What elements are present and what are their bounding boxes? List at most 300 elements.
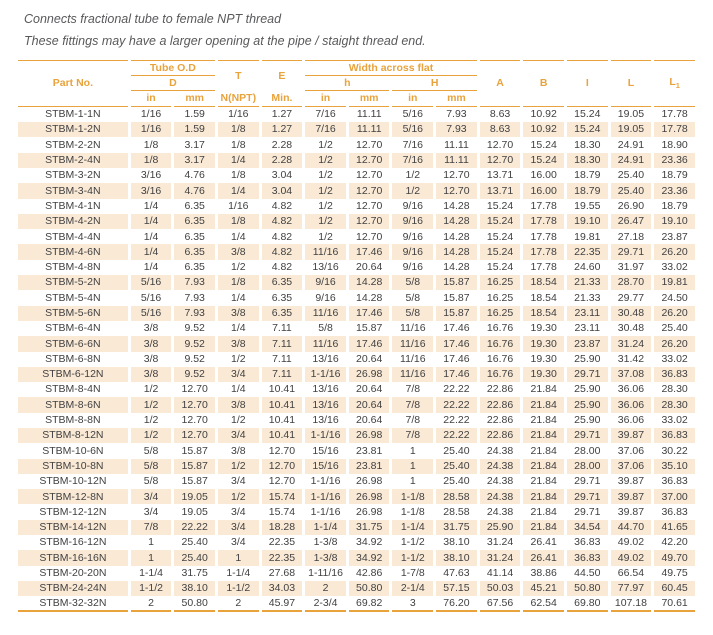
value-cell: 50.80 <box>349 581 390 596</box>
value-cell: 2 <box>305 581 346 596</box>
table-row <box>18 229 695 244</box>
table-row <box>18 183 695 198</box>
value-cell: 3/4 <box>218 520 259 535</box>
value-cell: 24.38 <box>486 444 514 457</box>
value-cell: 20.64 <box>356 261 383 274</box>
value-cell: 11/16 <box>305 306 346 321</box>
value-cell: 21.84 <box>523 428 564 443</box>
value-cell: 39.87 <box>611 428 652 443</box>
table-row <box>18 566 695 581</box>
value-cell: 5/8 <box>143 475 159 488</box>
value-cell: 1.27 <box>271 108 293 121</box>
value-cell: 17.78 <box>654 122 695 137</box>
value-cell: 9.52 <box>174 336 215 351</box>
header-a: A <box>480 60 521 107</box>
value-cell: 19.10 <box>654 214 695 229</box>
value-cell: 26.47 <box>611 214 652 229</box>
value-cell: 15.87 <box>174 459 215 474</box>
value-cell: 12.70 <box>262 459 303 474</box>
header-h-small: h <box>305 76 389 91</box>
value-cell: 1/4 <box>230 291 246 304</box>
table-row <box>18 382 695 397</box>
table-row <box>18 321 695 336</box>
value-cell: 1-1/16 <box>305 428 346 443</box>
value-cell: 31.75 <box>349 520 390 535</box>
table-row <box>18 168 695 183</box>
part-no-cell: STBM-5-6N <box>18 306 128 321</box>
value-cell: 1/8 <box>131 153 172 168</box>
value-cell: 18.79 <box>661 199 688 212</box>
table-row <box>18 306 695 321</box>
part-no-cell: STBM-12-8N <box>18 489 128 504</box>
table-row <box>18 489 695 504</box>
value-cell: 21.84 <box>523 489 564 504</box>
value-cell: 1-1/16 <box>310 475 341 488</box>
value-cell: 38.10 <box>174 581 215 596</box>
value-cell: 19.05 <box>611 122 652 137</box>
value-cell: 24.91 <box>617 138 645 151</box>
value-cell: 26.20 <box>654 244 695 259</box>
value-cell: 36.83 <box>661 475 688 488</box>
table-row <box>18 214 695 229</box>
value-cell: 5/8 <box>318 322 333 335</box>
value-cell: 15.87 <box>356 322 383 335</box>
value-cell: 1 <box>409 444 416 457</box>
part-no-cell: STBM-4-8N <box>45 261 101 274</box>
value-cell: 17.46 <box>349 244 390 259</box>
value-cell: 12.70 <box>174 428 215 443</box>
value-cell: 18.54 <box>523 275 564 290</box>
value-cell: 1-1/2 <box>400 536 425 549</box>
value-cell: 11.11 <box>436 153 477 168</box>
table-row <box>18 443 695 458</box>
value-cell: 4.82 <box>271 261 293 274</box>
value-cell: 3 <box>392 596 433 611</box>
value-cell: 26.98 <box>356 505 383 518</box>
value-cell: 22.22 <box>174 520 215 535</box>
value-cell: 24.38 <box>480 489 521 504</box>
value-cell: 17.78 <box>523 214 564 229</box>
value-cell: 22.22 <box>436 428 477 443</box>
value-cell: 30.48 <box>617 322 645 335</box>
value-cell: 25.40 <box>617 169 645 182</box>
value-cell: 42.86 <box>356 567 383 580</box>
value-cell: 25.90 <box>574 383 601 396</box>
value-cell: 22.35 <box>262 550 303 565</box>
part-no-cell: STBM-6-6N <box>18 336 128 351</box>
value-cell: 1/8 <box>218 122 259 137</box>
value-cell: 37.00 <box>654 489 695 504</box>
table-row <box>18 122 695 137</box>
value-cell: 47.63 <box>443 567 470 580</box>
value-cell: 5/16 <box>131 275 172 290</box>
part-no-cell: STBM-6-4N <box>45 322 101 335</box>
value-cell: 9/16 <box>392 214 433 229</box>
value-cell: 69.80 <box>567 596 608 611</box>
value-cell: 22.86 <box>486 414 514 427</box>
header-unit-d-in: in <box>131 91 172 107</box>
table-row <box>18 137 695 152</box>
value-cell: 7.11 <box>272 352 292 365</box>
value-cell: 1/4 <box>131 214 172 229</box>
value-cell: 1-1/2 <box>392 550 433 565</box>
value-cell: 18.79 <box>574 169 601 182</box>
value-cell: 5/16 <box>392 122 433 137</box>
value-cell: 1/8 <box>218 275 259 290</box>
part-no-cell: STBM-1-2N <box>18 122 128 137</box>
value-cell: 26.20 <box>654 306 695 321</box>
value-cell: 7.11 <box>272 322 292 335</box>
value-cell: 9/16 <box>402 261 424 274</box>
value-cell: 1/4 <box>218 153 259 168</box>
value-cell: 27.18 <box>617 230 645 243</box>
value-cell: 1 <box>392 459 433 474</box>
value-cell: 37.08 <box>611 367 652 382</box>
value-cell: 1 <box>218 550 259 565</box>
part-no-cell: STBM-3-4N <box>18 183 128 198</box>
table-row <box>18 153 695 168</box>
value-cell: 1-1/16 <box>305 367 346 382</box>
value-cell: 2 <box>218 596 259 611</box>
value-cell: 50.03 <box>480 581 521 596</box>
value-cell: 11/16 <box>392 336 433 351</box>
value-cell: 12.70 <box>356 138 383 151</box>
value-cell: 22.35 <box>268 536 296 549</box>
fittings-spec-table <box>15 60 698 612</box>
value-cell: 15.87 <box>443 291 470 304</box>
value-cell: 10.41 <box>268 383 296 396</box>
value-cell: 49.75 <box>661 567 688 580</box>
value-cell: 4.82 <box>271 199 293 212</box>
part-no-cell: STBM-2-2N <box>45 138 101 151</box>
value-cell: 3/4 <box>218 428 259 443</box>
value-cell: 1/2 <box>305 153 346 168</box>
value-cell: 14.28 <box>443 261 470 274</box>
value-cell: 12.70 <box>349 214 390 229</box>
value-cell: 19.30 <box>530 322 557 335</box>
value-cell: 3/4 <box>143 505 159 518</box>
value-cell: 1/4 <box>230 230 246 243</box>
value-cell: 12.70 <box>349 153 390 168</box>
value-cell: 9.52 <box>174 367 215 382</box>
value-cell: 13/16 <box>305 397 346 412</box>
value-cell: 5/16 <box>140 291 162 304</box>
value-cell: 25.90 <box>574 414 601 427</box>
value-cell: 1/4 <box>143 199 159 212</box>
value-cell: 76.20 <box>436 596 477 611</box>
value-cell: 39.87 <box>611 489 652 504</box>
value-cell: 21.84 <box>530 383 557 396</box>
header-unit-h-mm: mm <box>349 91 390 107</box>
value-cell: 12.70 <box>349 183 390 198</box>
value-cell: 1/4 <box>218 183 259 198</box>
value-cell: 26.90 <box>617 199 645 212</box>
value-cell: 7/16 <box>402 138 424 151</box>
header-l1 <box>654 60 695 107</box>
value-cell: 30.48 <box>611 306 652 321</box>
part-no-cell: STBM-1-1N <box>45 108 101 121</box>
value-cell: 1/8 <box>230 138 246 151</box>
part-no-cell: STBM-4-6N <box>18 244 128 259</box>
value-cell: 1/8 <box>218 214 259 229</box>
value-cell: 1/8 <box>230 169 246 182</box>
value-cell: 18.30 <box>574 138 601 151</box>
part-no-cell: STBM-3-2N <box>45 169 101 182</box>
part-no-cell: STBM-4-4N <box>45 230 101 243</box>
value-cell: 7.11 <box>262 336 303 351</box>
value-cell: 12.70 <box>174 397 215 412</box>
part-no-cell: STBM-2-4N <box>18 153 128 168</box>
value-cell: 11/16 <box>305 244 346 259</box>
header-unit-d-mm: mm <box>174 91 215 107</box>
value-cell: 29.77 <box>617 291 645 304</box>
value-cell: 39.87 <box>617 475 645 488</box>
value-cell: 2.28 <box>271 138 293 151</box>
value-cell: 1/2 <box>318 199 333 212</box>
value-cell: 62.54 <box>523 596 564 611</box>
value-cell: 13/16 <box>312 414 339 427</box>
value-cell: 15.74 <box>262 489 303 504</box>
value-cell: 19.81 <box>654 275 695 290</box>
value-cell: 26.41 <box>530 536 557 549</box>
value-cell: 7.93 <box>184 291 205 304</box>
value-cell: 20.64 <box>356 352 383 365</box>
part-no-cell: STBM-10-12N <box>39 475 107 488</box>
value-cell: 1-1/2 <box>131 581 172 596</box>
value-cell: 66.54 <box>617 567 645 580</box>
value-cell: 6.35 <box>184 261 205 274</box>
value-cell: 10.92 <box>530 108 557 121</box>
table-row <box>18 336 695 351</box>
value-cell: 15.24 <box>480 244 521 259</box>
value-cell: 24.38 <box>486 475 514 488</box>
table-row <box>18 550 695 565</box>
header-unit-h-in: in <box>305 91 346 107</box>
value-cell: 23.87 <box>567 336 608 351</box>
value-cell: 7/8 <box>392 428 433 443</box>
value-cell: 12.70 <box>181 414 208 427</box>
table-row <box>18 535 695 550</box>
value-cell: 67.56 <box>480 596 521 611</box>
value-cell: 1/2 <box>318 169 333 182</box>
value-cell: 9/16 <box>315 291 336 304</box>
table-row <box>18 397 695 412</box>
header-t: T <box>218 60 259 91</box>
value-cell: 29.71 <box>574 505 601 518</box>
value-cell: 29.71 <box>574 475 601 488</box>
value-cell: 26.98 <box>356 475 383 488</box>
value-cell: 36.83 <box>567 550 608 565</box>
value-cell: 1/2 <box>218 489 259 504</box>
value-cell: 25.40 <box>661 322 688 335</box>
value-cell: 33.02 <box>661 352 688 365</box>
part-no-cell: STBM-4-2N <box>18 214 128 229</box>
value-cell: 14.28 <box>436 214 477 229</box>
value-cell: 29.71 <box>567 489 608 504</box>
value-cell: 21.33 <box>567 275 608 290</box>
value-cell: 7/8 <box>392 397 433 412</box>
value-cell: 19.10 <box>567 214 608 229</box>
value-cell: 60.45 <box>654 581 695 596</box>
value-cell: 12.70 <box>486 138 514 151</box>
value-cell: 50.80 <box>567 581 608 596</box>
value-cell: 3/8 <box>143 322 159 335</box>
value-cell: 28.00 <box>574 444 601 457</box>
value-cell: 6.35 <box>184 230 205 243</box>
value-cell: 21.84 <box>523 397 564 412</box>
header-unit-H-in: in <box>392 91 433 107</box>
value-cell: 16.76 <box>486 352 514 365</box>
part-no-cell: STBM-8-6N <box>18 397 128 412</box>
value-cell: 1/2 <box>405 169 421 182</box>
value-cell: 7.93 <box>446 108 467 121</box>
value-cell: 1 <box>148 536 154 549</box>
value-cell: 17.46 <box>436 367 477 382</box>
value-cell: 11.11 <box>356 108 382 121</box>
value-cell: 17.46 <box>443 322 470 335</box>
value-cell: 70.61 <box>654 596 695 611</box>
value-cell: 5/8 <box>392 306 433 321</box>
value-cell: 18.30 <box>567 153 608 168</box>
value-cell: 5/8 <box>143 444 159 457</box>
value-cell: 23.11 <box>567 306 608 321</box>
value-cell: 7.93 <box>174 275 215 290</box>
value-cell: 1-1/8 <box>392 489 433 504</box>
value-cell: 12.70 <box>480 153 521 168</box>
table-row <box>18 244 695 259</box>
table-row <box>18 275 695 290</box>
header-unit-npt: N(NPT) <box>218 91 259 107</box>
value-cell: 37.06 <box>617 444 645 457</box>
value-cell: 34.54 <box>567 520 608 535</box>
value-cell: 3.17 <box>174 153 215 168</box>
value-cell: 21.84 <box>530 444 557 457</box>
value-cell: 25.90 <box>480 520 521 535</box>
intro-line-1: Connects fractional tube to female NPT thread <box>24 12 282 26</box>
table-row <box>18 520 695 535</box>
value-cell: 38.10 <box>443 536 470 549</box>
value-cell: 17.78 <box>530 261 557 274</box>
value-cell: 3/8 <box>218 336 259 351</box>
value-cell: 1/4 <box>143 230 159 243</box>
value-cell: 24.91 <box>611 153 652 168</box>
value-cell: 8.63 <box>489 108 511 121</box>
value-cell: 36.06 <box>611 397 652 412</box>
value-cell: 22.86 <box>486 383 514 396</box>
value-cell: 12.70 <box>436 183 477 198</box>
value-cell: 34.03 <box>262 581 303 596</box>
value-cell: 3/16 <box>131 183 172 198</box>
value-cell: 18.79 <box>661 169 688 182</box>
value-cell: 19.55 <box>574 199 601 212</box>
value-cell: 9.52 <box>184 352 205 365</box>
part-no-cell: STBM-8-4N <box>45 383 101 396</box>
header-b: B <box>523 60 564 107</box>
header-l1-subscript: 1 <box>675 81 680 91</box>
value-cell: 3/4 <box>230 505 246 518</box>
value-cell: 8.63 <box>480 122 521 137</box>
value-cell: 19.30 <box>523 336 564 351</box>
value-cell: 26.20 <box>654 336 695 351</box>
value-cell: 24.38 <box>480 459 521 474</box>
value-cell: 17.78 <box>530 230 557 243</box>
value-cell: 14.28 <box>436 244 477 259</box>
part-no-cell: STBM-6-8N <box>45 352 101 365</box>
value-cell: 1/4 <box>230 383 246 396</box>
value-cell: 17.78 <box>523 244 564 259</box>
value-cell: 11.11 <box>349 122 390 137</box>
value-cell: 20.64 <box>349 397 390 412</box>
value-cell: 10.41 <box>262 397 303 412</box>
value-cell: 33.02 <box>661 414 688 427</box>
header-unit-min: Min. <box>262 91 303 107</box>
value-cell: 23.81 <box>349 459 390 474</box>
value-cell: 1/2 <box>218 459 259 474</box>
value-cell: 25.40 <box>181 536 208 549</box>
value-cell: 12.70 <box>356 199 383 212</box>
table-row <box>18 199 695 214</box>
value-cell: 26.98 <box>349 367 390 382</box>
value-cell: 1/2 <box>131 397 172 412</box>
value-cell: 3/4 <box>230 536 246 549</box>
value-cell: 69.82 <box>349 596 390 611</box>
value-cell: 22.22 <box>436 397 477 412</box>
value-cell: 5/16 <box>402 108 424 121</box>
value-cell: 7/16 <box>315 108 336 121</box>
value-cell: 7/8 <box>405 383 421 396</box>
value-cell: 15/16 <box>312 444 339 457</box>
value-cell: 2.28 <box>262 153 303 168</box>
value-cell: 3/8 <box>131 336 172 351</box>
value-cell: 21.84 <box>530 475 557 488</box>
value-cell: 3/4 <box>230 475 246 488</box>
value-cell: 23.11 <box>574 322 601 335</box>
value-cell: 16.76 <box>480 367 521 382</box>
value-cell: 41.14 <box>486 567 514 580</box>
value-cell: 3/8 <box>218 244 259 259</box>
value-cell: 21.84 <box>523 459 564 474</box>
value-cell: 26.98 <box>349 489 390 504</box>
value-cell: 25.90 <box>574 352 601 365</box>
value-cell: 12.70 <box>443 169 470 182</box>
value-cell: 5/16 <box>131 306 172 321</box>
header-l: L <box>611 60 652 107</box>
value-cell: 18.28 <box>262 520 303 535</box>
value-cell: 34.92 <box>349 550 390 565</box>
value-cell: 7.93 <box>436 122 477 137</box>
value-cell: 1/2 <box>318 138 333 151</box>
value-cell: 28.30 <box>654 397 695 412</box>
value-cell: 14.28 <box>356 291 383 304</box>
value-cell: 31.75 <box>181 567 208 580</box>
part-no-cell: STBM-24-24N <box>18 581 128 596</box>
table-row <box>18 581 695 596</box>
value-cell: 24.38 <box>486 505 514 518</box>
value-cell: 29.71 <box>567 367 608 382</box>
value-cell: 1/2 <box>305 214 346 229</box>
value-cell: 31.24 <box>486 536 514 549</box>
value-cell: 17.46 <box>443 352 470 365</box>
value-cell: 1-7/8 <box>400 567 425 580</box>
value-cell: 57.15 <box>436 581 477 596</box>
value-cell: 1/4 <box>143 261 159 274</box>
value-cell: 23.81 <box>356 444 383 457</box>
part-no-cell: STBM-10-6N <box>42 444 104 457</box>
value-cell: 22.22 <box>443 414 470 427</box>
table-row <box>18 290 695 305</box>
table-row <box>18 413 695 428</box>
value-cell: 4.82 <box>262 214 303 229</box>
